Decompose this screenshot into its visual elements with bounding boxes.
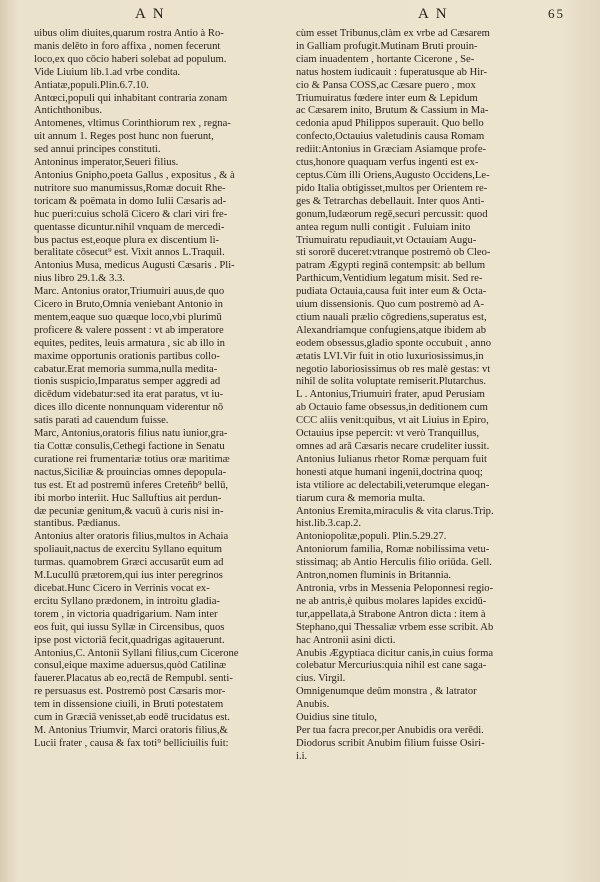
text-line: Antiatæ,populi.Plin.6.7.10. xyxy=(34,79,149,91)
text-line: hist.lib.3.cap.2. xyxy=(296,518,362,530)
text-line: Triumuiratus fœdere inter eum & Lepidum xyxy=(296,92,478,104)
text-line: sed annui principes constituti. xyxy=(34,144,161,156)
text-line: ctus,honore quaquam verfus ingenti est ex- xyxy=(296,157,479,169)
text-line: eodem obsessus,gladio sponte occubuit , anno xyxy=(296,337,492,349)
text-line: dæ pecuniæ genitum,& vacuū à curis nisi in- xyxy=(34,505,224,517)
text-line: fauerer.Placatus ab eo,rectā de Rempubl. senti- xyxy=(34,673,233,685)
text-line: dicēdum videbatur:sed ita erat paratus, vt iu- xyxy=(34,389,224,401)
text-line: torem , in victoria quadrigarium. Nam inter xyxy=(34,608,218,620)
text-line: nactus,Siciliæ & prouincias omnes depopula- xyxy=(34,466,227,478)
text-line: Antoniopolitæ,populi. Plin.5.29.27. xyxy=(296,531,447,543)
text-line: dices illo dicente nonnunquam viderentur nō xyxy=(34,402,224,414)
text-line: consul,eique maxime aduersus,quòd Catilinæ xyxy=(34,660,227,672)
text-line: Parthicum,Ventidium legatum misit. Sed re- xyxy=(296,273,483,285)
text-line: Marc. Antonius orator,Triumuiri auus,de quo xyxy=(34,286,225,298)
text-line: Antoniorum familia, Romæ nobilissima vetu- xyxy=(296,544,490,556)
text-line: ceptus.Cùm illi Oriens,Augusto Occidens,Le- xyxy=(296,169,490,181)
text-line: Marc, Antonius,oratoris filius natu iunior,gra- xyxy=(34,428,228,440)
text-line: Alexandriamque confugiens,atque ibidem ab xyxy=(296,324,487,336)
text-line: M. Antonius Triumvir, Marci oratoris filius,& xyxy=(34,724,228,736)
text-line: gonum,Iudæorum regē,securi percussit: quod xyxy=(296,208,488,220)
text-line: negotio laboriosissimus ob res malè gestas: vt xyxy=(296,363,491,375)
running-header xyxy=(0,6,600,28)
text-line: tem in dissensione ciuili, in Bruti potestatem xyxy=(34,699,224,711)
text-line: toricam & poëmata in domo Iulii Cæsaris ad- xyxy=(34,195,227,207)
right-column xyxy=(296,28,558,764)
text-line: tia Cottæ consulis,Cethegi factione in Senatu xyxy=(34,441,225,452)
page-number: 65 xyxy=(548,6,565,21)
text-line: stantibus. Pædianus. xyxy=(34,518,121,530)
text-line: confecto,Octauius valetudinis causa Romam xyxy=(296,131,485,143)
text-line: Cicero in Bruto,Omnia veniebant Antonio in xyxy=(34,299,223,311)
text-line: ab Octauio fame obsessus,in deditionem cum xyxy=(296,402,488,414)
text-line: tus est. Et ad postremū inferes Creteñb⁹ bellū, xyxy=(34,479,229,491)
left-column xyxy=(34,28,286,751)
text-line: tur,appellata,à Strabone Antron dicta : item à xyxy=(296,608,486,620)
text-line: i.i. xyxy=(296,750,308,762)
text-line: ista vtiliore ac delectabili,veterumque elegan- xyxy=(296,479,490,491)
text-line: Octauius ipse pepercit: vt verò Tranquillus, xyxy=(296,428,480,440)
header-left: A N xyxy=(135,6,166,22)
text-line: honesti atque humani ingenii,doctrina quoq; xyxy=(296,466,483,478)
text-line: nihil de solita voluptate remiserit.Plutarchus. xyxy=(296,376,487,388)
text-line: Antron,nomen fluminis in Britannia. xyxy=(296,570,452,582)
text-line: Antonius Eremita,miraculis & vita clarus.Trip. xyxy=(296,505,494,517)
text-line: cedonia apud Philippos superauit. Quo bello xyxy=(296,118,484,130)
text-line: stissimaq; ab Antio Herculis filio oriūda. Gell. xyxy=(296,557,492,569)
text-line: cum in Græciā venisset,ab eodē trucidatus est. xyxy=(34,712,230,724)
text-line: mentem,eaque suo quæque loco,vbi plurimū xyxy=(34,311,222,323)
text-line: Lucii frater , causa & fax toti⁹ belliciuilis fuit: xyxy=(34,737,229,749)
text-line: pido Italia obtigisset,multos per Orientem re- xyxy=(296,182,488,194)
text-line: Per tua facra precor,per Anubidis ora verēdi. xyxy=(296,724,484,736)
text-line: ercitu Syllano prædonem, in introitu gladia- xyxy=(34,595,220,607)
text-line: Omnigenumque deûm monstra , & latrator xyxy=(296,686,477,698)
text-line: ciam inuadentem , hortante Cicerone , Se- xyxy=(296,53,475,65)
text-line: L . Antonius,Triumuiri frater, apud Perusiam xyxy=(296,389,485,401)
text-line: in Galliam profugit.Mutinam Bruti prouin- xyxy=(296,40,478,52)
text-line: uium dissensionis. Quo cum postremò ad A- xyxy=(296,299,485,311)
text-line: Triumuiratu repudiauit,vt Octauiam Augu- xyxy=(296,234,477,246)
text-line: turmas. quamobrem Græci accusarūt eum ad xyxy=(34,557,224,569)
text-line: ipse post victoriā fecit,quadrigas agitauerunt. xyxy=(34,634,225,646)
text-line: antea regum nulli contigit . Fuluiam inito xyxy=(296,221,471,233)
text-line: cius. Virgil. xyxy=(296,673,346,685)
text-line: Antonius,C. Antonii Syllani filius,cum Cicerone xyxy=(34,647,239,659)
text-line: manis delēto in foro affixa , nomen fecerunt xyxy=(34,40,221,52)
text-line: Antonius Iulianus rhetor Romæ perquam fuit xyxy=(296,453,487,465)
text-line: Vide Liuium lib.1.ad vrbe condita. xyxy=(34,66,181,78)
text-line: Antonius alter oratoris filius,multos in Achaia xyxy=(34,531,229,543)
text-line: Antonius Gnipho,poeta Gallus , expositus , & à xyxy=(34,169,235,181)
text-line: ges & Tetrarchas debellauit. Inter quos Anti- xyxy=(296,195,485,207)
text-line: M.Lucullū prætorem,qui ius inter peregrinos xyxy=(34,570,223,582)
text-line: tiarum cura & memoria multa. xyxy=(296,492,426,504)
text-line: Diodorus scribit Anubim filium fuisse Osiri- xyxy=(296,737,485,749)
text-line: rediit:Antonius in Græciam Asiamque profe- xyxy=(296,144,487,156)
text-line: tionis suspicio,Imparatus semper aggredi ad xyxy=(34,376,221,388)
text-line: re persuasus est. Postremò post Cæsaris mor- xyxy=(34,686,226,698)
text-line: equites, pedites, leuis armatura , sic ab illo in xyxy=(34,337,225,349)
text-line: Antonius Musa, medicus Augusti Cæsaris . Pli- xyxy=(34,260,235,272)
text-line: curatione rei frumentariæ totius oræ maritimæ xyxy=(34,453,230,465)
text-line: uit annum 1. Reges post hunc non fuerunt, xyxy=(34,131,214,143)
text-line: ibi morbo interiit. Huc Salluftius ait perdun- xyxy=(34,492,222,504)
header-middle: A N xyxy=(418,6,449,22)
text-line: bus pactus est,eoque plura ex discentium li- xyxy=(34,234,220,246)
text-line: Anubis. xyxy=(296,699,330,711)
text-line: ctium nauali prælio cōgrediens,superatus est, xyxy=(296,311,487,323)
text-line: Antœci,populi qui inhabitant contraria zonam xyxy=(34,92,228,104)
text-line: uibus olim diuites,quarum rostra Antio à Ro- xyxy=(34,28,224,39)
text-line: cabatur.Erat memoria summa,nulla medita- xyxy=(34,363,218,375)
text-line: omnes ad arā Cæsaris necare crudeliter iussit. xyxy=(296,441,490,452)
text-line: ac Cæsarem inito, Brutum & Cassium in Ma- xyxy=(296,105,489,117)
text-line: ne ab antris,è quibus molares lapides excidū- xyxy=(296,595,487,607)
text-line: huc pueri:cuius scholā Cicero & clari viri fre- xyxy=(34,208,228,220)
text-line: Anubis Ægyptiaca dicitur canis,in cuius forma xyxy=(296,647,494,659)
text-line: sti sororē duceret:vtranque postremò ob Cleo- xyxy=(296,247,491,259)
text-line: ætatis LVI.Vir fuit in otio luxuriosissimus,in xyxy=(296,350,484,362)
text-line: eos fuit, qui iussu Syllæ in Circensibus, quos xyxy=(34,621,225,633)
text-line: Antichthonibus. xyxy=(34,105,102,117)
text-line: patram Ægypti reginā contempsit: ab bellum xyxy=(296,260,486,272)
text-line: spoliauit,nactus de exercitu Syllano equitum xyxy=(34,544,222,556)
text-line: maxime opportunis orationis partibus collo- xyxy=(34,350,220,362)
text-line: colebatur Mercurius:quia nihil est cane saga- xyxy=(296,660,487,672)
text-line: cio & Pansa COSS,ac Cæsare puero , mox xyxy=(296,79,476,91)
text-line: Antoninus imperator,Seueri filius. xyxy=(34,157,179,169)
text-line: CCC aliis venit:quibus, vt ait Liuius in Epiro, xyxy=(296,415,489,427)
text-line: beralitate cōsecut⁹ est. Vixit annos L.Traquil. xyxy=(34,247,225,259)
text-line: nius libro 29.1.& 3.3. xyxy=(34,273,125,285)
text-line: Ouidius sine titulo, xyxy=(296,712,377,724)
text-line: hac Antronii asini dicti. xyxy=(296,634,396,646)
text-line: dicebat.Hunc Cicero in Verrinis vocat ex- xyxy=(34,582,210,594)
text-line: Antronia, vrbs in Messenia Peloponnesi regio- xyxy=(296,582,494,594)
text-line: Stephano,qui Thessaliæ vrbem esse scribit. Ab xyxy=(296,621,494,633)
text-line: loco,ex quo cōcio haberi solebat ad populum. xyxy=(34,53,227,65)
text-line: pudiata Octauia,causa fuit inter eum & Octa- xyxy=(296,286,487,298)
text-line: proficere & valere possent : vt ab imperatore xyxy=(34,324,224,336)
text-line: Antomenes, vltimus Corinthiorum rex , regna- xyxy=(34,118,231,130)
text-line: natus hostem iudicauit : fuperatusque ab Hir- xyxy=(296,66,488,78)
text-line: quentasse dicuntur.nihil vnquam de mercedi- xyxy=(34,221,225,233)
text-line: nutritore suo manumissus,Romæ docuit Rhe- xyxy=(34,182,226,194)
text-line: satis parati ad cauendum fuisse. xyxy=(34,415,169,427)
text-line: cùm esset Tribunus,clàm ex vrbe ad Cæsarem xyxy=(296,28,490,39)
